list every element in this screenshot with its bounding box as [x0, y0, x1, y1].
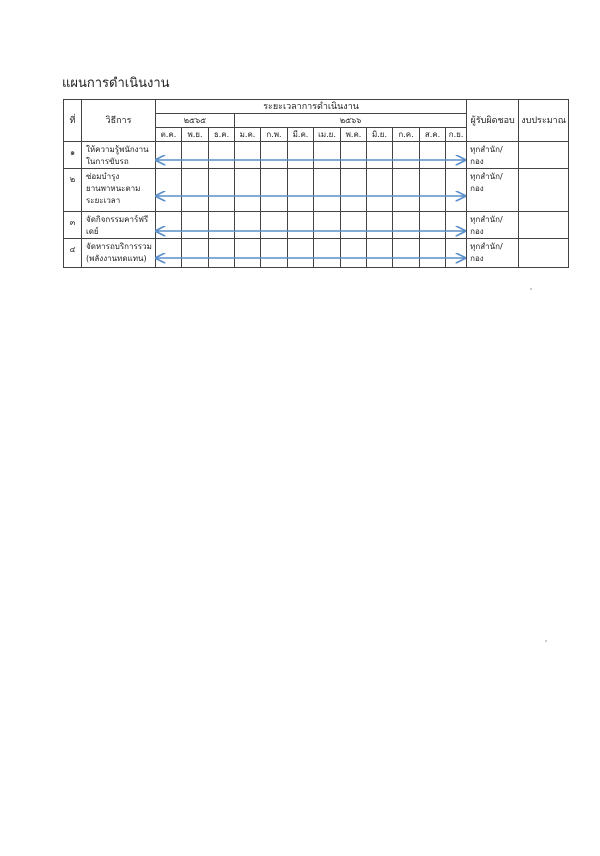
row-method [82, 169, 156, 212]
row-responsible-line: ทุกสำนัก/ [470, 145, 503, 154]
scan-speck [545, 640, 547, 642]
row-method [82, 239, 156, 268]
month-header: ก.พ. [261, 128, 288, 142]
row-budget [519, 169, 569, 212]
row-method-line: ยานพาหนะตาม [86, 184, 141, 193]
header-budget: งบประมาณ [519, 100, 569, 142]
header-responsible: ผู้รับผิดชอบ [467, 100, 519, 142]
table-row [64, 169, 569, 212]
month-header: ส.ค. [420, 128, 446, 142]
month-header: ม.ค. [235, 128, 261, 142]
row-method-line: (พลังงานทดแทน) [86, 254, 147, 263]
plan-table [63, 99, 569, 268]
header-period: ระยะเวลาการดำเนินงาน [156, 100, 467, 114]
row-responsible [467, 169, 519, 212]
month-header: ธ.ค. [209, 128, 235, 142]
header-method: วิธีการ [82, 100, 156, 142]
table-row [64, 142, 569, 169]
row-method-line: ในการขับรถ [86, 157, 129, 166]
row-budget [519, 212, 569, 239]
row-responsible [467, 239, 519, 268]
row-method-line: ซ่อมบำรุง [86, 172, 120, 181]
month-header: พ.ย. [182, 128, 209, 142]
header-year-2: ๒๕๖๖ [235, 114, 467, 128]
row-responsible-line: กอง [470, 184, 484, 193]
row-method-line: เดย์ [86, 227, 99, 236]
row-responsible [467, 212, 519, 239]
row-responsible-line: กอง [470, 157, 484, 166]
row-number: ๓ [64, 212, 82, 239]
table-row [64, 212, 569, 239]
row-responsible-line: ทุกสำนัก/ [470, 172, 503, 181]
month-header: ก.ย. [446, 128, 467, 142]
month-header: ต.ค. [156, 128, 182, 142]
row-responsible-line: ทุกสำนัก/ [470, 242, 503, 251]
row-method-line: ให้ความรู้พนักงาน [86, 145, 149, 154]
row-method [82, 142, 156, 169]
row-budget [519, 142, 569, 169]
row-method-line: ระยะเวลา [86, 196, 121, 205]
page-title: แผนการดำเนินงาน [62, 76, 170, 91]
row-method-line: จัดกิจกรรมคาร์ฟรี [86, 215, 149, 224]
month-header: เม.ย. [314, 128, 341, 142]
row-number: ๔ [64, 239, 82, 268]
month-header: พ.ค. [341, 128, 367, 142]
row-responsible-line: กอง [470, 254, 484, 263]
header-year-1: ๒๕๖๕ [156, 114, 235, 128]
scan-speck [530, 288, 532, 290]
row-number: ๑ [64, 142, 82, 169]
row-method [82, 212, 156, 239]
row-responsible [467, 142, 519, 169]
header-no: ที่ [64, 100, 82, 142]
row-responsible-line: ทุกสำนัก/ [470, 215, 503, 224]
row-method-line: จัดหารถบริการรวม [86, 242, 152, 251]
month-header: ก.ค. [393, 128, 420, 142]
row-budget [519, 239, 569, 268]
month-header: มี.ค. [288, 128, 314, 142]
row-responsible-line: กอง [470, 227, 484, 236]
month-header: มิ.ย. [367, 128, 393, 142]
row-number: ๒ [64, 169, 82, 212]
table-row [64, 239, 569, 268]
